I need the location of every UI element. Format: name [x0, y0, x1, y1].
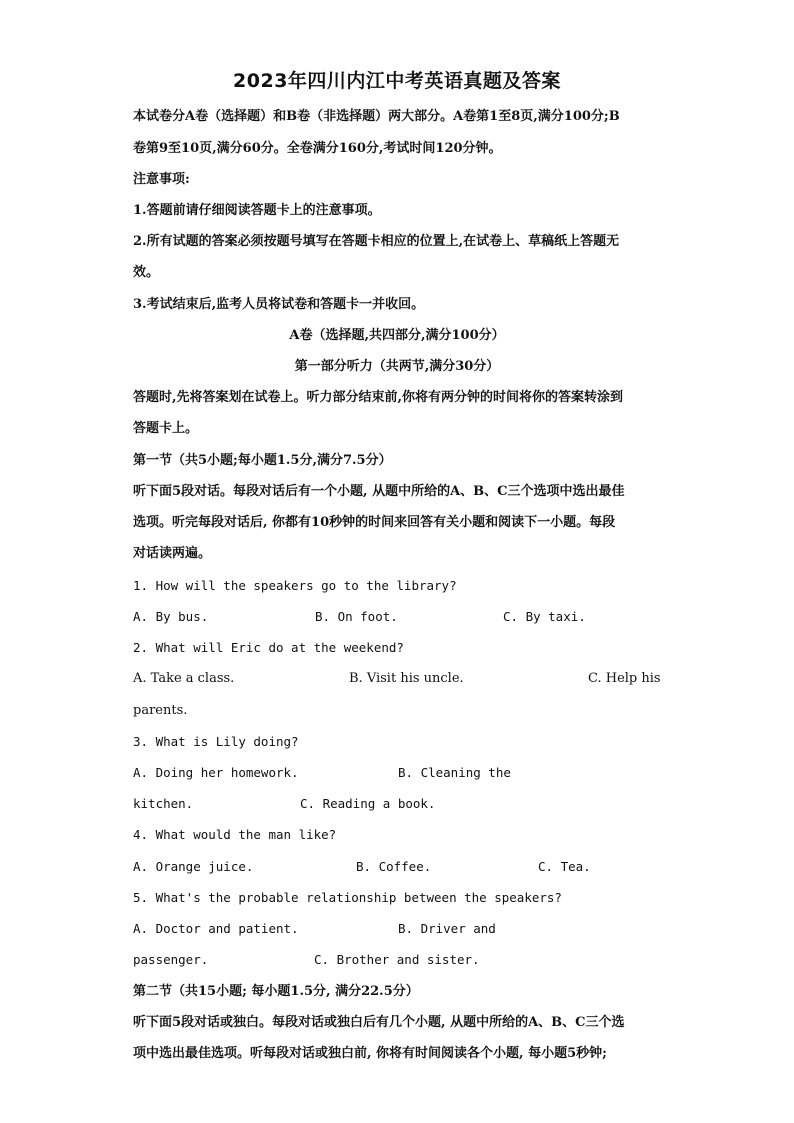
question-3: 3. What is Lily doing?	[133, 734, 299, 749]
question-4-option-b: B. Coffee.	[356, 859, 432, 874]
intro-line-2: 卷第9至10页,满分60分。全卷满分160分,考试时间120分钟。	[133, 141, 502, 156]
notice-heading: 注意事项:	[133, 172, 190, 187]
question-1-option-b: B. On foot.	[315, 609, 398, 624]
question-3-option-a: A. Doing her homework.	[133, 765, 299, 780]
intro-line-1: 本试卷分A卷（选择题）和B卷（非选择题）两大部分。A卷第1至8页,满分100分;B	[133, 109, 620, 124]
question-2: 2. What will Eric do at the weekend?	[133, 640, 404, 655]
question-3-option-c: C. Reading a book.	[300, 796, 436, 811]
section-2-heading: 第二节（共15小题; 每小题1.5分, 满分22.5分）	[133, 984, 419, 999]
volume-a-heading: A卷（选择题,共四部分,满分100分）	[289, 328, 505, 343]
question-2-option-c-continued: parents.	[133, 703, 188, 718]
question-5-option-c: C. Brother and sister.	[314, 952, 480, 967]
question-2-option-a: A. Take a class.	[133, 671, 235, 686]
notice-item-3: 3.考试结束后,监考人员将试卷和答题卡一并收回。	[133, 297, 425, 312]
question-5-option-b-continued: passenger.	[133, 952, 209, 967]
question-1-option-c: C. By taxi.	[503, 609, 586, 624]
section-1-instruction-line-3: 对话读两遍。	[133, 546, 212, 561]
notice-item-2-line-1: 2.所有试题的答案必须按题号填写在答题卡相应的位置上,在试卷上、草稿纸上答题无	[133, 234, 620, 249]
part-1-heading: 第一部分听力（共两节,满分30分）	[294, 359, 500, 374]
question-4: 4. What would the man like?	[133, 827, 337, 842]
question-1-option-a: A. By bus.	[133, 609, 209, 624]
question-5: 5. What's the probable relationship between the speakers?	[133, 890, 562, 905]
question-1: 1. How will the speakers go to the library?	[133, 578, 457, 593]
question-5-option-a: A. Doctor and patient.	[133, 921, 299, 936]
section-2-instruction-line-1: 听下面5段对话或独白。每段对话或独白后有几个小题, 从题中所给的A、B、C三个选	[133, 1015, 625, 1030]
question-5-option-b: B. Driver and	[398, 921, 496, 936]
question-2-option-b: B. Visit his uncle.	[349, 671, 464, 686]
question-4-option-a: A. Orange juice.	[133, 859, 254, 874]
document-title: 2023年四川内江中考英语真题及答案	[233, 70, 561, 92]
question-3-option-b: B. Cleaning the	[398, 765, 511, 780]
notice-item-1: 1.答题前请仔细阅读答题卡上的注意事项。	[133, 203, 381, 218]
question-3-option-b-continued: kitchen.	[133, 796, 194, 811]
section-1-instruction-line-2: 选项。听完每段对话后, 你都有10秒钟的时间来回答有关小题和阅读下一小题。每段	[133, 515, 616, 530]
question-2-option-c: C. Help his	[588, 671, 661, 686]
listening-instruction-line-1: 答题时,先将答案划在试卷上。听力部分结束前,你将有两分钟的时间将你的答案转涂到	[133, 390, 624, 405]
listening-instruction-line-2: 答题卡上。	[133, 421, 199, 436]
notice-item-2-line-2: 效。	[133, 265, 160, 280]
section-1-instruction-line-1: 听下面5段对话。每段对话后有一个小题, 从题中所给的A、B、C三个选项中选出最佳	[133, 484, 625, 499]
question-4-option-c: C. Tea.	[538, 859, 591, 874]
section-2-instruction-line-2: 项中选出最佳选项。听每段对话或独白前, 你将有时间阅读各个小题, 每小题5秒钟;	[133, 1046, 607, 1061]
section-1-heading: 第一节（共5小题;每小题1.5分,满分7.5分）	[133, 453, 392, 468]
